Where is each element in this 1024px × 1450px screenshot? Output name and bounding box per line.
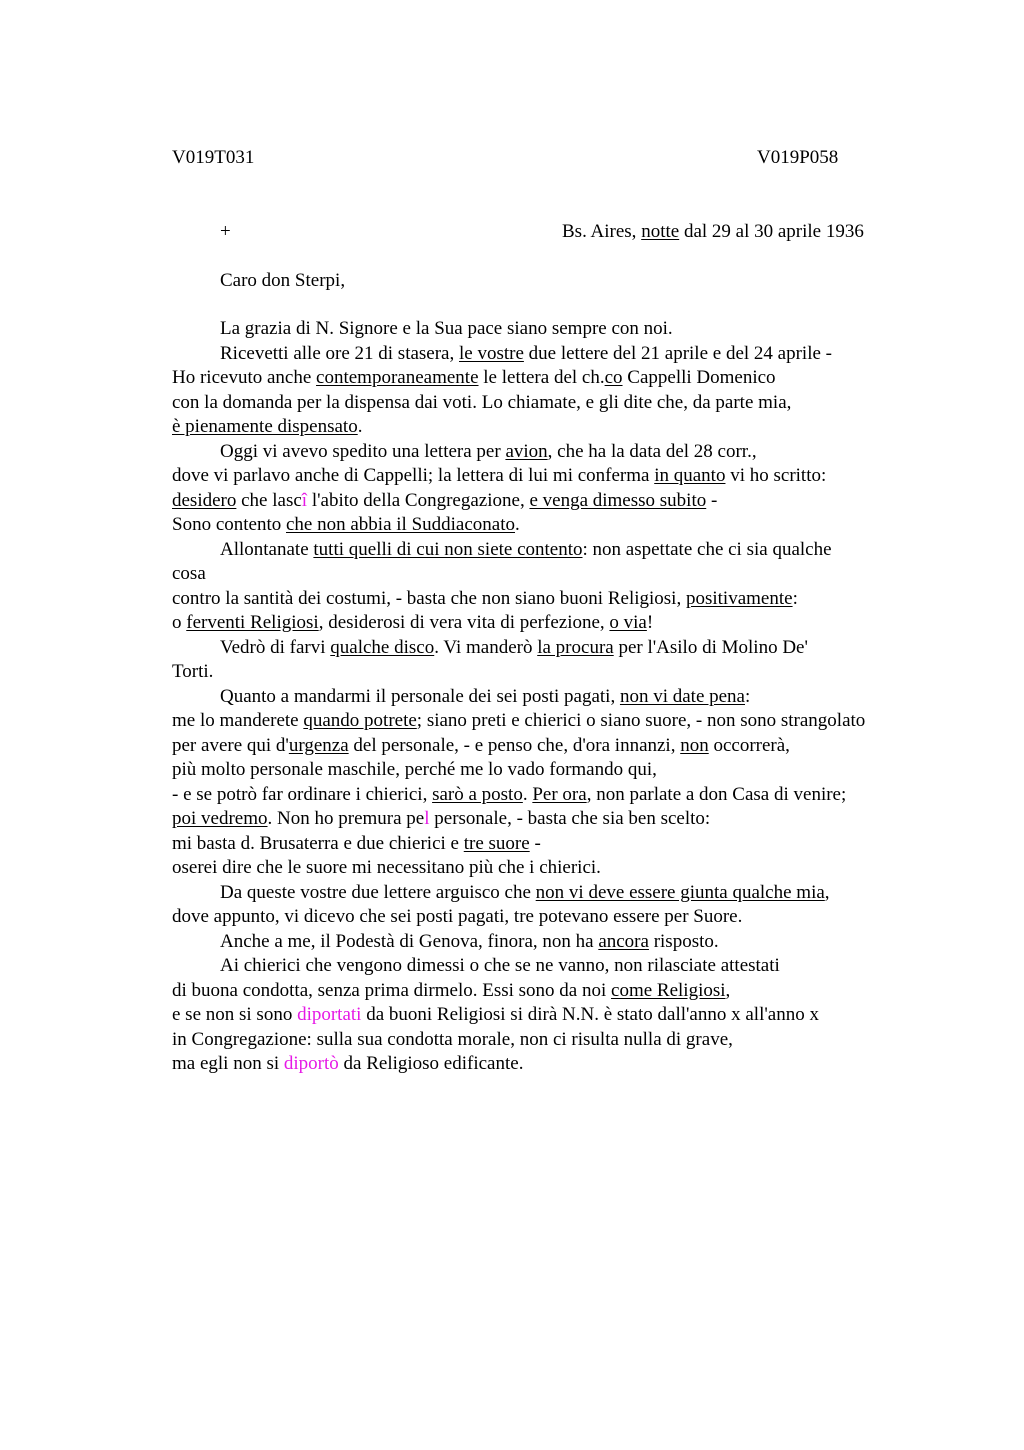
text-segment: Torti. xyxy=(172,661,214,682)
letter-line xyxy=(172,513,972,538)
text-segment: e se non si sono xyxy=(172,1004,298,1025)
highlighted-text: l xyxy=(424,808,430,829)
underlined-text: non vi date pena xyxy=(619,685,745,707)
letter-line xyxy=(172,783,972,808)
underlined-text: Per ora xyxy=(532,783,587,805)
text-segment: La grazia di N. Signore e la Sua pace siano sempre con noi. xyxy=(220,318,673,339)
text-segment: dove vi parlavo anche di Cappelli; la lettera di lui mi conferma xyxy=(172,465,655,486)
letter-line xyxy=(172,660,972,685)
text-segment: Anche a me, il Podestà di Genova, finora, non ha xyxy=(220,930,599,952)
underlined-text: come Religiosi xyxy=(611,979,726,1001)
underlined-text: ferventi Religiosi xyxy=(186,612,319,633)
text-segment: Ho ricevuto anche xyxy=(172,367,317,388)
letter-line xyxy=(172,464,972,489)
letter-line xyxy=(172,881,972,906)
underlined-text: contemporaneamente xyxy=(316,367,479,388)
underlined-text: le vostre xyxy=(459,342,524,364)
letter-line xyxy=(172,538,972,563)
text-segment: Quanto a mandarmi il personale dei sei posti pagati, xyxy=(220,685,620,707)
highlighted-text: diportati xyxy=(297,1004,362,1025)
letter-line xyxy=(172,709,972,734)
text-segment: Ai chierici che vengono dimessi o che se ne vanno, non rilasciate attestati xyxy=(220,955,780,976)
text-segment: cosa xyxy=(172,563,206,584)
date-text: dal 29 al 30 aprile 1936 xyxy=(679,221,864,242)
underlined-text: tre suore xyxy=(463,832,530,854)
letter-line xyxy=(172,342,972,367)
text-segment: , xyxy=(725,979,731,1001)
text-segment: vi ho scritto: xyxy=(725,465,827,486)
text-segment: . xyxy=(522,783,533,805)
letter-line xyxy=(172,930,972,955)
letter-line xyxy=(172,1052,972,1077)
document-code-right: V019P058 xyxy=(757,147,839,168)
text-segment: , non parlate a don Casa di venire; xyxy=(586,783,847,805)
text-segment: ! xyxy=(646,612,654,633)
text-segment: più molto personale maschile, perché me lo vado formando qui, xyxy=(172,759,657,780)
text-segment: ma egli non si xyxy=(172,1053,284,1074)
underlined-text: positivamente xyxy=(685,587,793,609)
text-segment: , che ha la data del 28 corr., xyxy=(547,440,757,462)
underlined-text: o via xyxy=(609,612,647,633)
letter-line xyxy=(172,317,972,342)
underlined-text: e venga dimesso subito xyxy=(529,489,707,511)
text-segment: da Religioso edificante. xyxy=(338,1053,524,1074)
text-segment: - e se potrò far ordinare i chierici, xyxy=(172,783,433,805)
cross-symbol: + xyxy=(220,221,231,242)
place-text: Bs. Aires, xyxy=(562,221,642,242)
underlined-text: ancora xyxy=(598,930,649,952)
letter-body xyxy=(172,317,972,1077)
underlined-text: in quanto xyxy=(654,465,726,486)
highlighted-text: diportò xyxy=(283,1053,339,1074)
text-segment: : xyxy=(745,685,751,707)
text-segment: me lo manderete xyxy=(172,710,304,731)
text-segment: dove appunto, vi dicevo che sei posti pagati, tre potevano essere per Suore. xyxy=(172,906,743,927)
underlined-text: non xyxy=(680,734,709,756)
letter-line xyxy=(172,562,972,587)
text-segment: occorrerà, xyxy=(708,734,790,756)
underlined-text: desidero xyxy=(172,489,237,511)
underlined-text: poi vedremo xyxy=(172,808,268,829)
underlined-text: quando potrete xyxy=(303,710,417,731)
letter-line xyxy=(172,979,972,1004)
underlined-text: è pienamente dispensato xyxy=(172,416,358,437)
text-segment: - xyxy=(529,832,541,854)
text-segment: per l'Asilo di Molino De' xyxy=(613,636,808,658)
underlined-text: sarò a posto xyxy=(432,783,523,805)
letter-line xyxy=(172,636,972,661)
text-segment: in Congregazione: sulla sua condotta morale, non ci risulta nulla di grave, xyxy=(172,1028,733,1050)
text-segment: Cappelli Domenico xyxy=(622,367,776,388)
text-segment: oserei dire che le suore mi necessitano più che i chierici. xyxy=(172,857,601,878)
letter-line xyxy=(172,954,972,979)
text-segment: mi basta d. Brusaterra e due chierici e xyxy=(172,832,464,854)
letter-line xyxy=(172,611,972,636)
text-segment: , desiderosi di vera vita di perfezione, xyxy=(318,612,610,633)
text-segment: le lettera del ch. xyxy=(478,367,605,388)
text-segment: di buona condotta, senza prima dirmelo. Essi sono da noi xyxy=(172,979,612,1001)
underlined-text: la procura xyxy=(537,636,614,658)
letter-line xyxy=(172,489,972,514)
text-segment: due lettere del 21 aprile e del 24 aprile - xyxy=(523,342,832,364)
text-segment: . Non ho premura pe xyxy=(267,808,425,829)
letter-line xyxy=(172,807,972,832)
letter-line xyxy=(172,1003,972,1028)
underlined-text: qualche disco xyxy=(330,636,435,658)
underlined-text: co xyxy=(604,367,623,388)
text-segment: da buoni Religiosi si dirà N.N. è stato dall'anno x all'anno x xyxy=(361,1004,819,1025)
text-segment: l'abito della Congregazione, xyxy=(307,489,530,511)
text-segment: che lasc xyxy=(236,489,302,511)
letter-line xyxy=(172,856,972,881)
underlined-text: che non abbia il Suddiaconato xyxy=(286,514,515,535)
letter-line xyxy=(172,1028,972,1053)
text-segment: - xyxy=(706,489,718,511)
text-segment: ; siano preti e chierici o siano suore, - non sono strangolato xyxy=(416,710,866,731)
text-segment: Allontanate xyxy=(220,538,314,560)
letter-line xyxy=(172,832,972,857)
text-segment: per avere qui d' xyxy=(172,734,289,756)
text-segment: . xyxy=(515,514,520,535)
text-segment: Da queste vostre due lettere arguisco che xyxy=(220,881,536,903)
underlined-text: non vi deve essere giunta qualche mia xyxy=(535,881,825,903)
text-segment: . Vi manderò xyxy=(434,636,538,658)
underlined-text: urgenza xyxy=(288,734,349,756)
letter-line xyxy=(172,734,972,759)
text-segment: : xyxy=(792,587,798,609)
letter-line xyxy=(172,440,972,465)
text-segment: , xyxy=(824,881,830,903)
text-segment: risposto. xyxy=(648,930,719,952)
text-segment: Vedrò di farvi xyxy=(220,636,331,658)
salutation: Caro don Sterpi, xyxy=(220,270,346,291)
letter-line xyxy=(172,685,972,710)
text-segment: Ricevetti alle ore 21 di stasera, xyxy=(220,342,459,364)
text-segment: personale, - basta che sia ben scelto: xyxy=(429,808,711,829)
letter-line xyxy=(172,391,972,416)
place-date-line xyxy=(562,220,864,245)
letter-line xyxy=(172,587,972,612)
text-segment: del personale, - e penso che, d'ora innanzi, xyxy=(348,734,681,756)
letter-line xyxy=(172,415,972,440)
text-segment: con la domanda per la dispensa dai voti. Lo chiamate, e gli dite che, da parte mia, xyxy=(172,391,792,413)
text-segment: Sono contento xyxy=(172,514,286,535)
highlighted-text: î xyxy=(301,489,308,511)
letter-line xyxy=(172,758,972,783)
text-segment: : non aspettate che ci sia qualche xyxy=(582,538,832,560)
text-segment: Oggi vi avevo spedito una lettera per xyxy=(220,440,506,462)
notte-word: notte xyxy=(641,221,680,242)
text-segment: contro la santità dei costumi, - basta che non siano buoni Religiosi, xyxy=(172,587,686,609)
text-segment: . xyxy=(357,416,363,437)
text-segment: o xyxy=(172,612,187,633)
document-code-left: V019T031 xyxy=(172,147,255,168)
letter-line xyxy=(172,905,972,930)
underlined-text: tutti quelli di cui non siete contento xyxy=(313,538,583,560)
underlined-text: avion xyxy=(505,440,548,462)
letter-line xyxy=(172,366,972,391)
